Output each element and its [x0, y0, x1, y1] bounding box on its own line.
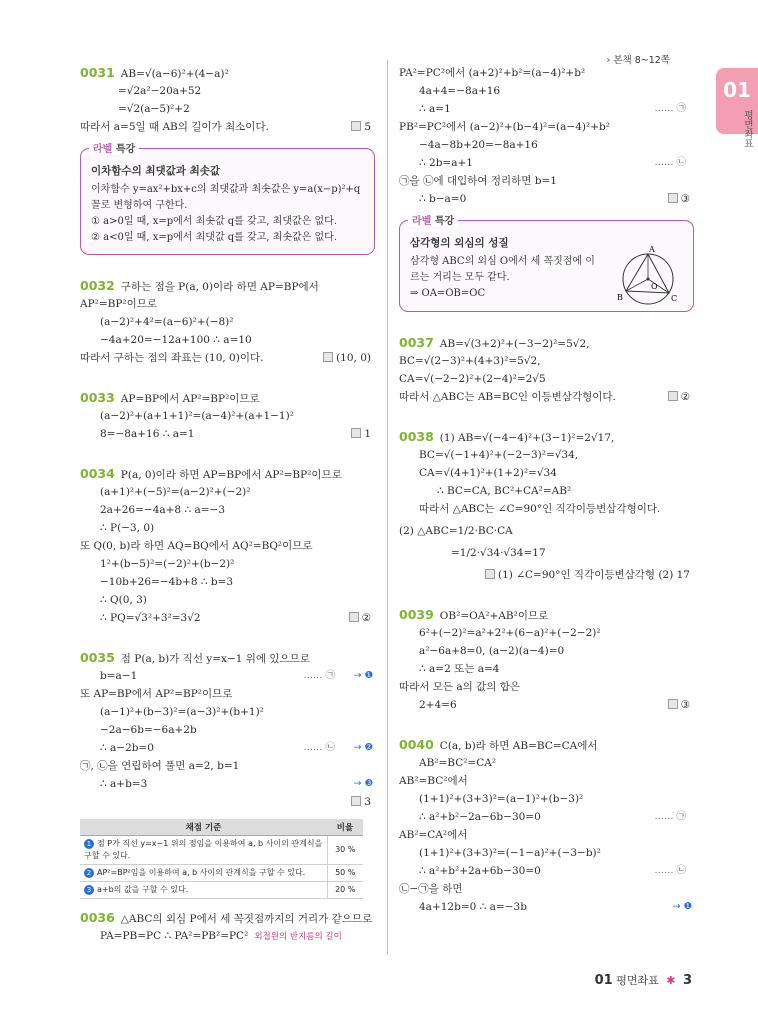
answer	[351, 118, 371, 136]
footer-chapter-title: 평면좌표	[616, 974, 659, 987]
solution-line: PA=PB=PC ∴ PA²=PB²=PC²	[100, 929, 249, 942]
equation-marker: …… ㉡	[654, 865, 686, 876]
solution-line: =√2(a−5)²+2	[118, 103, 190, 115]
circumcircle-diagram	[613, 243, 683, 309]
answer-icon	[323, 352, 333, 362]
solution-line: −10b+26=−4b+8 ∴ b=3	[100, 576, 234, 588]
vertex-label-a: A	[649, 245, 655, 254]
solution-line: BC=√(−1+4)²+(−2−3)²=√34,	[419, 449, 579, 461]
scoring-percent: 20 %	[327, 881, 363, 898]
tip-line: 르는 거리는 모두 같다.	[410, 272, 510, 283]
solution-line: ∴ a−2b=0	[100, 742, 154, 754]
problem-number: 0040	[399, 737, 434, 752]
table-row	[80, 864, 363, 881]
answer-icon	[485, 569, 495, 579]
solution-line: CA=√(−2−2)²+(2−4)²=2√5	[399, 373, 546, 385]
solution-line: 4a+12b=0 ∴ a=−3b	[419, 901, 527, 913]
answer	[323, 349, 371, 367]
page-reference: › 본책 8~12쪽	[606, 55, 670, 66]
tip-tag-label: 라벨	[93, 144, 113, 155]
equation-marker: …… ㉠	[654, 811, 686, 822]
solution-line: −4a+20=−12a+100 ∴ a=10	[100, 334, 252, 346]
solution-line: ∴ 2b=a+1	[419, 157, 473, 169]
solution-line: ∴ b−a=0	[419, 193, 467, 205]
solution-line: ㉠, ㉡을 연립하여 풀면 a=2, b=1	[80, 760, 240, 772]
answer-value: 3	[364, 796, 371, 808]
tip-box-quadratic	[80, 144, 375, 255]
solution-line: (a−1)²+(b−3)²=(a−3)²+(b+1)²	[100, 706, 264, 718]
step-marker: → ❷	[353, 742, 373, 753]
solution-line: AP²=BP²이므로	[80, 298, 158, 310]
answer-icon	[351, 121, 361, 131]
left-column	[80, 64, 375, 945]
solution-line: P(a, 0)이라 하면 AP=BP에서 AP²=BP²이므로	[120, 469, 342, 481]
solution-line: =1/2·√34·√34=17	[451, 547, 546, 559]
solution-line: ∴ a+b=3	[100, 778, 148, 790]
page-footer	[595, 972, 692, 988]
step-marker: → ❸	[353, 778, 373, 789]
tip-tag	[89, 140, 139, 155]
solution-line: (1+1)²+(3+3)²=(a−1)²+(b−3)²	[419, 793, 584, 805]
answer-value: (1) ∠C=90°인 직각이등변삼각형 (2) 17	[498, 569, 690, 581]
tip-title: 이차함수의 최댓값과 최솟값	[91, 165, 221, 177]
solution-line: AP=BP에서 AP²=BP²이므로	[120, 393, 260, 405]
solution-line: CA=√(4+1)²+(1+2)²=√34	[419, 467, 557, 479]
solution-line: 1²+(b−5)²=(−2)²+(b−2)²	[100, 558, 235, 570]
problem-0033	[80, 389, 375, 443]
tip-line: 꼴로 변형하여 구한다.	[91, 200, 188, 211]
problem-0038	[399, 428, 694, 584]
scoring-criterion: a+b의 값을 구할 수 있다.	[97, 884, 189, 894]
vertex-label-b: B	[617, 293, 623, 302]
answer	[349, 609, 371, 627]
right-column	[399, 64, 694, 916]
solution-line: 따라서 a=5일 때 AB의 길이가 최소이다.	[80, 121, 269, 133]
solution-line: ∴ a=1	[419, 103, 451, 115]
answer	[351, 793, 371, 811]
tip-line: ② a<0일 때, x=p에서 최댓값 q를 갖고, 최솟값은 없다.	[91, 232, 338, 243]
problem-number: 0038	[399, 429, 434, 444]
tip-line: 이차함수 y=ax²+bx+c의 최댓값과 최솟값은 y=a(x−p)²+q	[91, 184, 361, 195]
problem-0035	[80, 649, 375, 811]
answer-icon	[349, 612, 359, 622]
solution-line: =√2a²−20a+52	[118, 85, 202, 97]
answer-value: 1	[364, 428, 371, 440]
tip-box-circumcenter	[399, 216, 694, 312]
solution-line: −2a−6b=−6a+2b	[100, 724, 197, 736]
solution-line: ㉠을 ㉡에 대입하여 정리하면 b=1	[399, 175, 557, 187]
step-marker: → ❶	[353, 670, 373, 681]
equation-marker: …… ㉠	[303, 670, 335, 681]
answer-icon	[668, 699, 678, 709]
table-row	[80, 881, 363, 898]
problem-0039	[399, 606, 694, 714]
center-label-o: O	[651, 282, 658, 291]
step-number-icon: 3	[84, 885, 94, 895]
problem-0034	[80, 465, 375, 627]
tip-tag-label2: 특강	[434, 216, 455, 227]
scoring-criterion: 점 P가 직선 y=x−1 위의 점임을 이용하여 a, b 사이의 관계식을 구할 수 있다.	[84, 838, 323, 860]
solution-line: 점 P(a, b)가 직선 y=x−1 위에 있으므로	[120, 653, 310, 665]
problem-number: 0031	[80, 65, 115, 80]
answer-icon	[668, 193, 678, 203]
solution-line: 4a+4=−8a+16	[419, 85, 501, 97]
solution-line: (1+1)²+(3+3)²=(−1−a)²+(−3−b)²	[419, 847, 601, 859]
problem-number: 0039	[399, 607, 434, 622]
table-row	[80, 835, 363, 864]
solution-line: C(a, b)라 하면 AB=BC=CA에서	[439, 740, 598, 752]
solution-line: 따라서 △ABC는 AB=BC인 이등변삼각형이다.	[399, 391, 616, 403]
problem-number: 0036	[80, 909, 115, 925]
margin-note: 외접원의 반지름의 길이	[254, 931, 342, 942]
solution-line: 6²+(−2)²=a²+2²+(6−a)²+(−2−2)²	[419, 627, 601, 639]
solution-line: △ABC의 외심 P에서 세 꼭짓점까지의 거리가 같으므로	[120, 912, 373, 925]
problem-number: 0037	[399, 335, 434, 350]
scoring-criterion: AP²=BP²임을 이용하여 a, b 사이의 관계식을 구할 수 있다.	[97, 867, 306, 877]
solution-line: ㉡−㉠을 하면	[399, 883, 463, 895]
solution-line: 따라서 △ABC는 ∠C=90°인 직각이등변삼각형이다.	[419, 503, 661, 515]
equation-marker: …… ㉡	[303, 742, 335, 753]
chapter-title: 평면좌표	[742, 110, 753, 148]
problem-0036-continued	[399, 64, 694, 208]
footer-chapter-number: 01	[594, 973, 613, 988]
problem-number: 0033	[80, 390, 115, 405]
solution-line: ∴ a²+b²−2a−6b−30=0	[419, 811, 541, 823]
scoring-header-ratio: 비율	[327, 819, 363, 835]
solution-line: PB²=PC²에서 (a−2)²+(b−4)²=(a−4)²+b²	[399, 121, 610, 133]
solution-line: 8=−8a+16 ∴ a=1	[100, 428, 195, 440]
answer-value: ②	[361, 612, 371, 624]
scoring-percent: 50 %	[327, 864, 363, 881]
problem-0040	[399, 736, 694, 916]
solution-line: 2a+26=−4a+8 ∴ a=−3	[100, 504, 226, 516]
solution-line: 따라서 모든 a의 값의 합은	[399, 681, 521, 693]
solution-line: PA²=PC²에서 (a+2)²+b²=(a−4)²+b²	[399, 67, 586, 79]
tip-line: ⇒ OA=OB=OC	[410, 288, 486, 299]
answer	[485, 566, 690, 584]
solution-line: OB²=OA²+AB²이므로	[439, 610, 549, 622]
step-marker: → ❶	[672, 901, 692, 912]
solution-line: AB²=CA²에서	[399, 829, 468, 841]
solution-line: ∴ PQ=√3²+3²=3√2	[100, 612, 201, 624]
solution-line: (2) △ABC=1/2·BC·CA	[399, 525, 513, 537]
solution-line: (a+1)²+(−5)²=(a−2)²+(−2)²	[100, 486, 251, 498]
solution-line: ∴ Q(0, 3)	[100, 594, 147, 606]
column-divider	[387, 60, 388, 955]
scoring-header-criteria: 채점 기준	[80, 819, 327, 835]
answer-value: 5	[364, 121, 371, 133]
step-number-icon: 2	[84, 868, 94, 878]
answer	[668, 388, 690, 406]
solution-line: 또 AP=BP에서 AP²=BP²이므로	[80, 688, 233, 700]
solution-line: AB=√(3+2)²+(−3−2)²=5√2,	[439, 338, 590, 350]
tip-line: ① a>0일 때, x=p에서 최솟값 q를 갖고, 최댓값은 없다.	[91, 216, 338, 227]
solution-line: ∴ a=2 또는 a=4	[419, 663, 500, 675]
answer-value: (10, 0)	[336, 352, 371, 364]
ref-pages: 8~12쪽	[634, 55, 670, 66]
solution-line: AB²=BC²=CA²	[419, 757, 497, 769]
problem-number: 0035	[80, 650, 115, 665]
solution-line: 또 Q(0, b)라 하면 AQ=BQ에서 AQ²=BQ²이므로	[80, 540, 313, 552]
page-number: 3	[682, 973, 692, 988]
solution-line: 구하는 점을 P(a, 0)이라 하면 AP=BP에서	[120, 281, 319, 293]
answer-icon	[351, 796, 361, 806]
solution-line: BC=√(2−3)²+(4+3)²=5√2,	[399, 355, 541, 367]
solution-line: AB²=BC²에서	[399, 775, 468, 787]
solution-line: ∴ a²+b²+2a+6b−30=0	[419, 865, 541, 877]
vertex-label-c: C	[671, 294, 678, 303]
answer-value: ③	[680, 193, 690, 205]
answer	[668, 190, 690, 208]
star-icon: ✱	[666, 974, 676, 987]
solution-line: −4a−8b+20=−8a+16	[419, 139, 538, 151]
solution-line: (a−2)²+4²=(a−6)²+(−8)²	[100, 316, 234, 328]
problem-0032	[80, 277, 375, 367]
problem-number: 0034	[80, 466, 115, 481]
answer-icon	[668, 391, 678, 401]
equation-marker: …… ㉡	[654, 157, 686, 168]
solution-line: b=a−1	[100, 670, 138, 682]
answer	[351, 425, 371, 443]
ref-label: 본책	[613, 55, 632, 66]
solution-line: 따라서 구하는 점의 좌표는 (10, 0)이다.	[80, 352, 264, 364]
solution-line: (1) AB=√(−4−4)²+(3−1)²=2√17,	[439, 432, 615, 444]
chapter-number: 01	[723, 78, 751, 102]
tip-tag-label: 라벨	[412, 216, 432, 227]
center-point	[647, 278, 650, 281]
solution-line: ∴ P(−3, 0)	[100, 522, 155, 534]
solution-line: (a−2)²+(a+1+1)²=(a−4)²+(a+1−1)²	[100, 410, 294, 422]
problem-number: 0032	[80, 278, 115, 293]
tip-title: 삼각형의 외심의 성질	[410, 237, 509, 249]
answer-icon	[351, 428, 361, 438]
answer	[668, 696, 690, 714]
problem-0037	[399, 334, 694, 406]
step-number-icon: 1	[84, 839, 94, 849]
solution-line: a²−6a+8=0, (a−2)(a−4)=0	[419, 645, 565, 657]
solution-line: AB=√(a−6)²+(4−a)²	[120, 68, 229, 80]
solution-line: ∴ BC=CA, BC²+CA²=AB²	[437, 485, 572, 497]
tip-line: 삼각형 ABC의 외심 O에서 세 꼭짓점에 이	[410, 256, 595, 267]
equation-marker: …… ㉠	[654, 103, 686, 114]
solution-line: 2+4=6	[419, 699, 457, 711]
scoring-percent: 30 %	[327, 835, 363, 864]
problem-0031	[80, 64, 375, 136]
tip-tag-label2: 특강	[115, 144, 136, 155]
answer-value: ②	[680, 391, 690, 403]
scoring-table	[80, 819, 363, 899]
tip-tag	[408, 212, 458, 227]
answer-value: ③	[680, 699, 690, 711]
problem-0036	[80, 909, 375, 945]
